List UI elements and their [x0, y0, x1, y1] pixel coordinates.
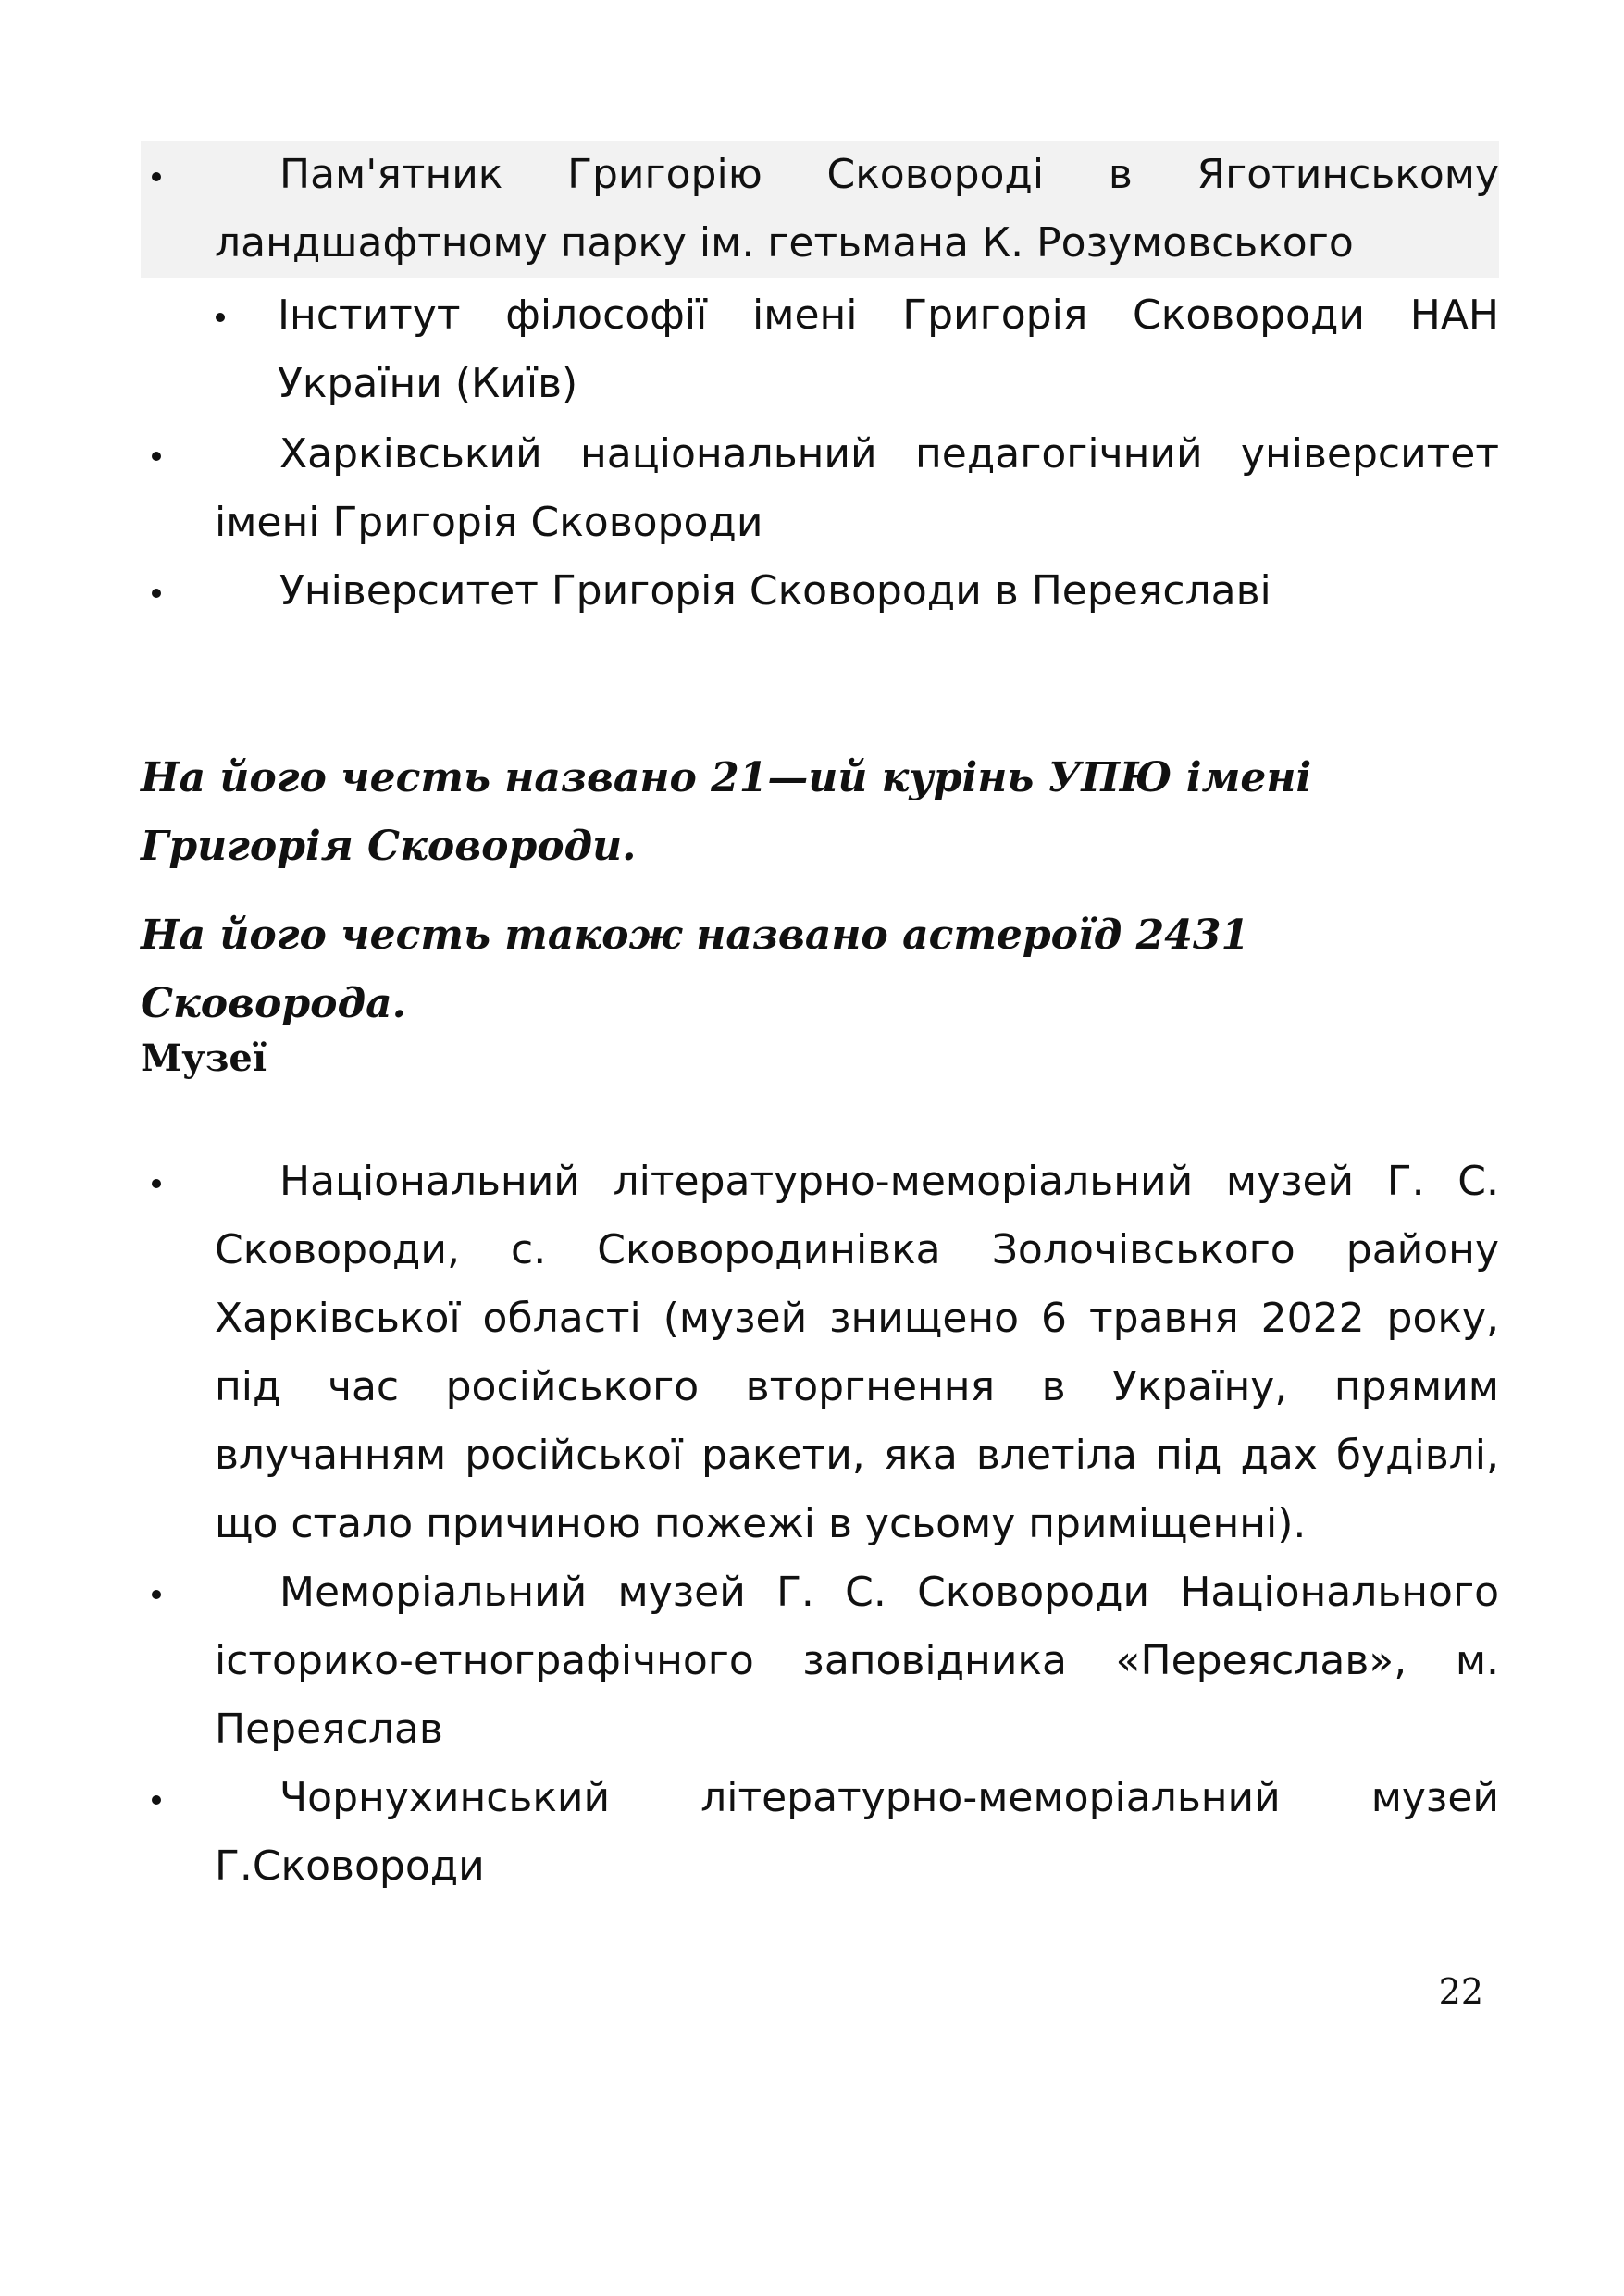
- memorials-sublist: [213, 281, 1499, 418]
- bullet-icon: [152, 1795, 161, 1805]
- bullet-icon: [152, 452, 161, 461]
- asteroid-note: На його честь також названо астероїд 2431 Сковорода.: [141, 912, 1250, 1027]
- list-item: [141, 1558, 1499, 1764]
- memorials-list: [141, 141, 1499, 278]
- list-item-text: Національний літературно-меморіальний музей Г. С. Сковороди, с. Сковородинівка Золочівського району Харківської області (музей знищено 6 травня 2022 року, під час російського вторгнення в Україну, прямим влучанням російської ракети, яка влетіла під дах будівлі, що стало причиною пожежі в усьому приміщенні).: [215, 1158, 1499, 1547]
- bullet-icon: [152, 172, 161, 181]
- list-item: [141, 1764, 1499, 1901]
- bullet-icon: [152, 589, 161, 598]
- list-item-text: Чорнухинський літературно-меморіальний музей Г.Сковороди: [215, 1774, 1499, 1890]
- list-item: [141, 141, 1499, 278]
- bullet-icon: [152, 1590, 161, 1599]
- list-item-text: Університет Григорія Сковороди в Переяславі: [279, 567, 1271, 614]
- list-item: [213, 281, 1499, 418]
- list-item-text: Інститут філософії імені Григорія Сковороди НАН України (Київ): [278, 292, 1499, 407]
- museums-list: [141, 1148, 1499, 1901]
- bullet-icon: [152, 1179, 161, 1188]
- memorials-list-continued: [141, 420, 1499, 626]
- list-item: [141, 557, 1499, 626]
- list-item: [141, 420, 1499, 557]
- list-item-text: Меморіальний музей Г. С. Сковороди Національного історико-етнографічного заповідника «Переяслав», м. Переяслав: [215, 1569, 1499, 1753]
- list-item: [141, 1148, 1499, 1558]
- section-heading-museums: Музеї: [141, 1036, 267, 1080]
- bullet-icon: [216, 313, 225, 322]
- list-item-text: Харківський національний педагогічний університет імені Григорія Сковороди: [215, 430, 1499, 546]
- list-item-text: Пам'ятник Григорію Сковороді в Яготинському ландшафтному парку ім. гетьмана К. Розумовського: [215, 151, 1499, 267]
- page-number: 22: [1438, 1971, 1483, 2012]
- honor-note: На його честь названо 21—ий курінь УПЮ імені Григорія Сковороди.: [141, 754, 1312, 870]
